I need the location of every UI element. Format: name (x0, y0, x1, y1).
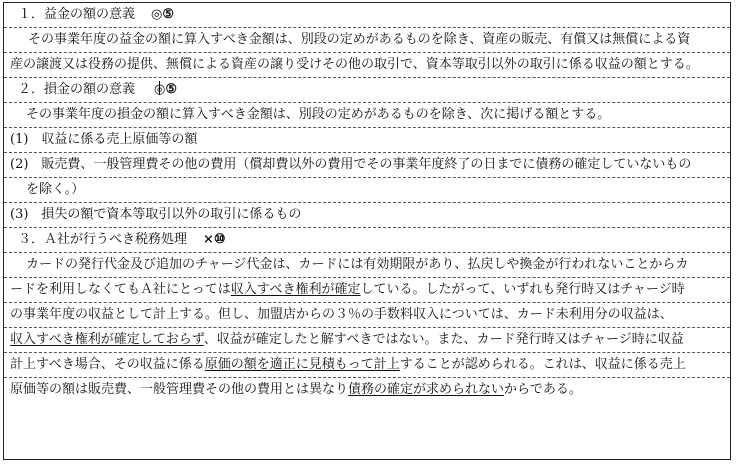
section-2-body: その事業年度の損金の額に算入すべき金額は、別段の定めがあるものを除き、次に掲げる額とする。 (4, 103, 730, 128)
section-2-item-1: (1) 収益に係る売上原価等の額 (4, 128, 730, 153)
section-1-line-1: その事業年度の益金の額に算入すべき金額は、別段の定めがあるものを除き、資産の販売、有償又は無償による資 (4, 28, 730, 53)
section-1-heading: １．益金の額の意義 (18, 7, 136, 22)
section-1-score: ◎⑤ (151, 7, 175, 22)
section-3-line-2 (4, 278, 730, 303)
section-3-heading-row (4, 228, 730, 253)
section-1-heading-row (4, 3, 730, 28)
underlined-phrase: 債務の確定が求められない (348, 382, 505, 397)
section-3-line-4-text-b: 、収益が確定したと解すべきではない。また、カード発行時又はチャージ時に収益 (203, 332, 684, 347)
underlined-phrase: 収入すべき権利が確定 (230, 282, 361, 297)
section-3-line-6-text-b: からである。 (504, 382, 582, 397)
section-3-line-4 (4, 328, 730, 353)
section-3-line-1: カードの発行代金及び追加のチャージ代金は、カードには有効期限があり、払戻しや換金が行われないことからカ (4, 253, 730, 278)
underlined-phrase: 原価の額を適正に見積もって計上 (204, 357, 400, 372)
section-2-score: ◎⑤ (154, 82, 178, 97)
underlined-phrase: 収入すべき権利が確定しておらず (10, 332, 204, 347)
section-2-heading-row (4, 78, 730, 103)
section-2-item-2-line-2: を除く。） (4, 178, 730, 203)
section-3-line-6 (4, 378, 730, 403)
section-2-heading: ２．損金の額の意義 (18, 82, 136, 97)
section-3-line-2-text-b: している。したがって、いずれも発行時又はチャージ時 (360, 282, 685, 297)
section-3-line-6-text-a: 原価等の額は販売費、一般管理費その他の費用とは異なり (10, 382, 349, 397)
section-3-score: ×⑩ (203, 232, 226, 247)
answer-sheet (3, 2, 731, 460)
section-2-item-3: (3) 損失の額で資本等取引以外の取引に係るもの (4, 203, 730, 228)
section-3-heading: ３．Ａ社が行うべき税務処理 (18, 232, 188, 247)
section-1-line-2: 産の譲渡又は役務の提供、無償による資産の譲り受けその他の取引で、資本等取引以外の取引に係る収益の額とする。 (4, 53, 730, 78)
section-3-line-5 (4, 353, 730, 378)
section-2-item-2-line-1: (2) 販売費、一般管理費その他の費用（償却費以外の費用でその事業年度終了の日までに債務の確定していないもの (4, 153, 730, 178)
section-3-line-2-text-a: ードを利用しなくてもＡ社にとっては (10, 282, 231, 297)
section-3-line-5-text-b: することが認められる。これは、収益に係る売上 (399, 357, 686, 372)
section-3-line-3: の事業年度の収益として計上する。但し、加盟店からの３％の手数料収入については、カード未利用分の収益は、 (4, 303, 730, 328)
section-3-line-5-text-a: 計上すべき場合、その収益に係る (10, 357, 205, 372)
